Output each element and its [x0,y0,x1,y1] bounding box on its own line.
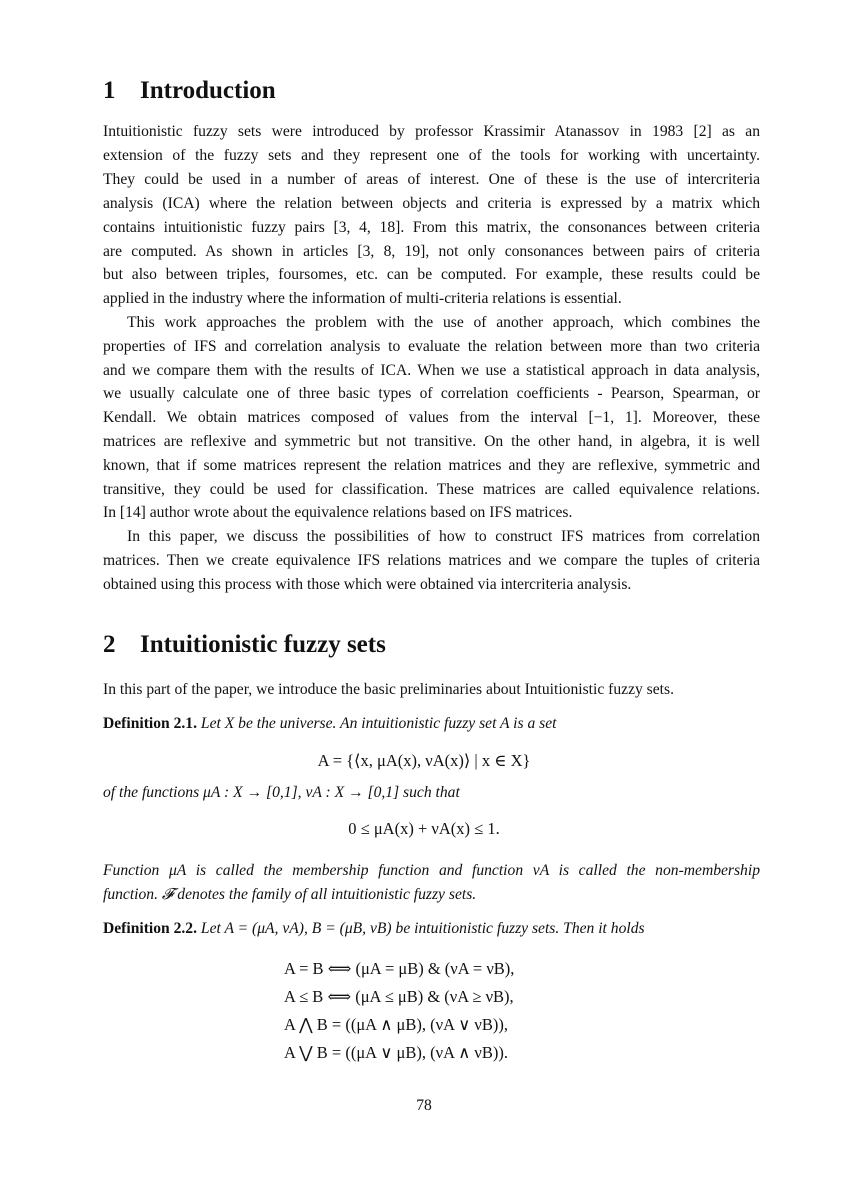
text-line: are computed. As shown in articles [3, 8, 19], not only consonances between pairs of criteria [103,243,760,260]
text-line: matrices. Then we create equivalence IFS relations matrices and we compare the tuples of criteria [103,552,760,569]
equation-intersection: A ⋀ B = ((μA ∧ μB), (νA ∨ νB)), [284,1015,508,1034]
page-number: 78 [416,1097,432,1114]
definition-text-after: Function μA is called the membership function and function νA is called the non-membership [103,862,760,879]
text-line: extension of the fuzzy sets and they represent one of the tools for working with uncertainty. [103,147,760,164]
section-intro-text: In this part of the paper, we introduce the basic preliminaries about Intuitionistic fuzzy sets. [103,681,674,698]
text-line: Intuitionistic fuzzy sets were introduced by professor Krassimir Atanassov in 1983 [2] as an [103,123,760,140]
text-line: This work approaches the problem with the use of another approach, which combines the [127,314,760,331]
definition-label: Definition 2.1. [103,715,197,732]
section-heading-ifs [103,630,386,660]
equation-ifs-condition: 0 ≤ μA(x) + νA(x) ≤ 1. [348,819,500,838]
text-line: and we compare them with the results of ICA. When we use a statistical approach in data analysis, [103,362,760,379]
definition-label: Definition 2.2. [103,920,197,937]
definition-text: Let X be the universe. An intuitionistic fuzzy set A is a set [200,715,557,732]
definition-text-middle: of the functions μA : X → [0,1], νA : X → [0,1] such that [103,784,460,801]
text-line: In [14] author wrote about the equivalence relations based on IFS matrices. [103,504,573,521]
definition-statement [103,919,760,939]
section-title: Intuitionistic fuzzy sets [140,631,386,658]
text-line: known, that if some matrices represent the relation matrices and they are reflexive, symmetric and [103,457,760,474]
text-line: analysis (ICA) where the relation between objects and criteria is expressed by a matrix which [103,195,760,212]
text-line: but also between triples, foursomes, etc. can be computed. For example, these results could be [103,266,760,283]
definition-text: Let A = (μA, νA), B = (μB, νB) be intuitionistic fuzzy sets. Then it holds [200,920,645,937]
section-title: Introduction [140,77,276,104]
equation-ifs-set: A = {⟨x, μA(x), νA(x)⟩ | x ∈ X} [317,751,531,770]
text-line: In this paper, we discuss the possibilities of how to construct IFS matrices from correlation [127,528,760,545]
text-line: properties of IFS and correlation analysis to evaluate the relation between more than two criteria [103,338,760,355]
equation-union: A ⋁ B = ((μA ∨ μB), (νA ∧ νB)). [284,1043,508,1062]
text-line: we usually calculate one of three basic types of correlation coefficients - Pearson, Spearman, or [103,385,760,402]
text-line: matrices are reflexive and symmetric but not transitive. On the other hand, in algebra, it is well [103,433,760,450]
section-number: 1 [103,77,116,104]
text-line: Kendall. We obtain matrices composed of values from the interval [−1, 1]. Moreover, these [103,409,760,426]
definition-statement [103,714,760,734]
section-number: 2 [103,631,116,658]
text-line: contains intuitionistic fuzzy pairs [3, 4, 18]. From this matrix, the consonances between criteria [103,219,760,236]
text-line: transitive, they could be used for classification. These matrices are called equivalence relations. [103,481,760,498]
section-heading-introduction [103,76,276,106]
text-line: obtained using this process with those which were obtained via intercriteria analysis. [103,576,632,593]
equation-equality: A = B ⟺ (μA = μB) & (νA = νB), [284,959,515,978]
equation-inclusion: A ≤ B ⟺ (μA ≤ μB) & (νA ≥ νB), [284,987,514,1006]
definition-text-after: function. 𝓕 denotes the family of all intuitionistic fuzzy sets. [103,886,477,903]
text-line: applied in the industry where the information of multi-criteria relations is essential. [103,290,622,307]
text-line: They could be used in a number of areas of interest. One of these is the use of intercriteria [103,171,760,188]
